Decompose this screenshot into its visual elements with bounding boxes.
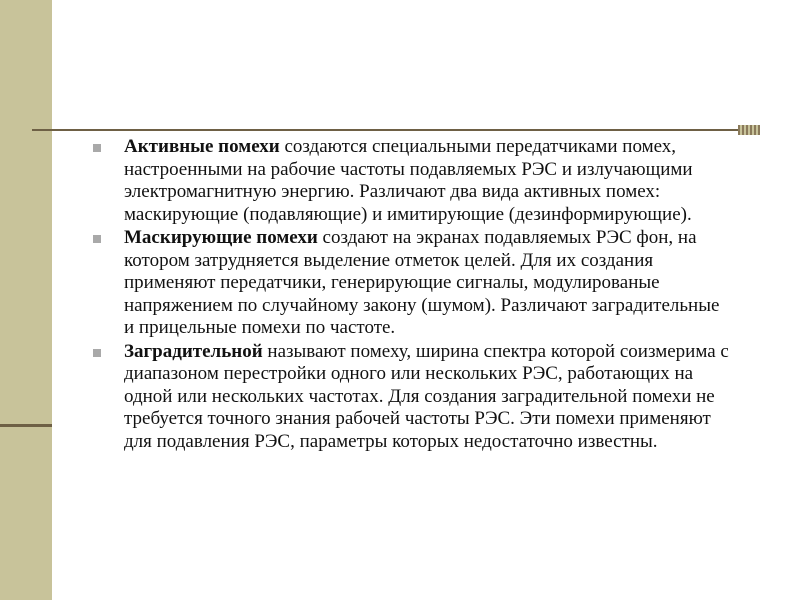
top-horizontal-rule (32, 129, 760, 131)
left-decorative-band (0, 0, 52, 600)
bullet-text: называют помеху, ширина спектра которой соизмерима с диапазоном перестройки одного или нескольких РЭС, работающих на одной или нескольких частотах. Для создания заградительной помехи не требуется точного знания рабочей частоты РЭС. Эти помехи применяют для подавления РЭС, параметры которых недостаточно известны. (124, 340, 729, 452)
bullet-text: создаются специальными передатчиками помех, настроенными на рабочие частоты подавляемых РЭС и излучающими электромагнитную энергию. Различают два вида активных помех: маскирующие (подавляющие) и имитирующие (дезинформирующие). (124, 136, 693, 225)
bullet-term: Маскирующие помехи (124, 227, 318, 248)
bullet-item-barrage-jamming (93, 341, 733, 454)
bullet-term: Заградительной (124, 340, 263, 362)
rule-hatch-ornament (738, 125, 760, 135)
slide-body (93, 136, 733, 454)
square-bullet-icon (93, 349, 101, 357)
bullet-item-masking-jamming (93, 227, 733, 340)
square-bullet-icon (93, 144, 101, 152)
bullet-item-active-jamming (93, 136, 733, 226)
bullet-text: создают на экранах подавляемых РЭС фон, на котором затрудняется выделение отметок целей. Для их создания применяют передатчики, генерирующие сигналы, модулированые напряжением по случайному закону (шумом). Различают заградительные и прицельные помехи по частоте. (124, 227, 720, 338)
square-bullet-icon (93, 235, 101, 243)
bullet-term: Активные помехи (124, 136, 280, 157)
left-band-divider (0, 424, 52, 427)
